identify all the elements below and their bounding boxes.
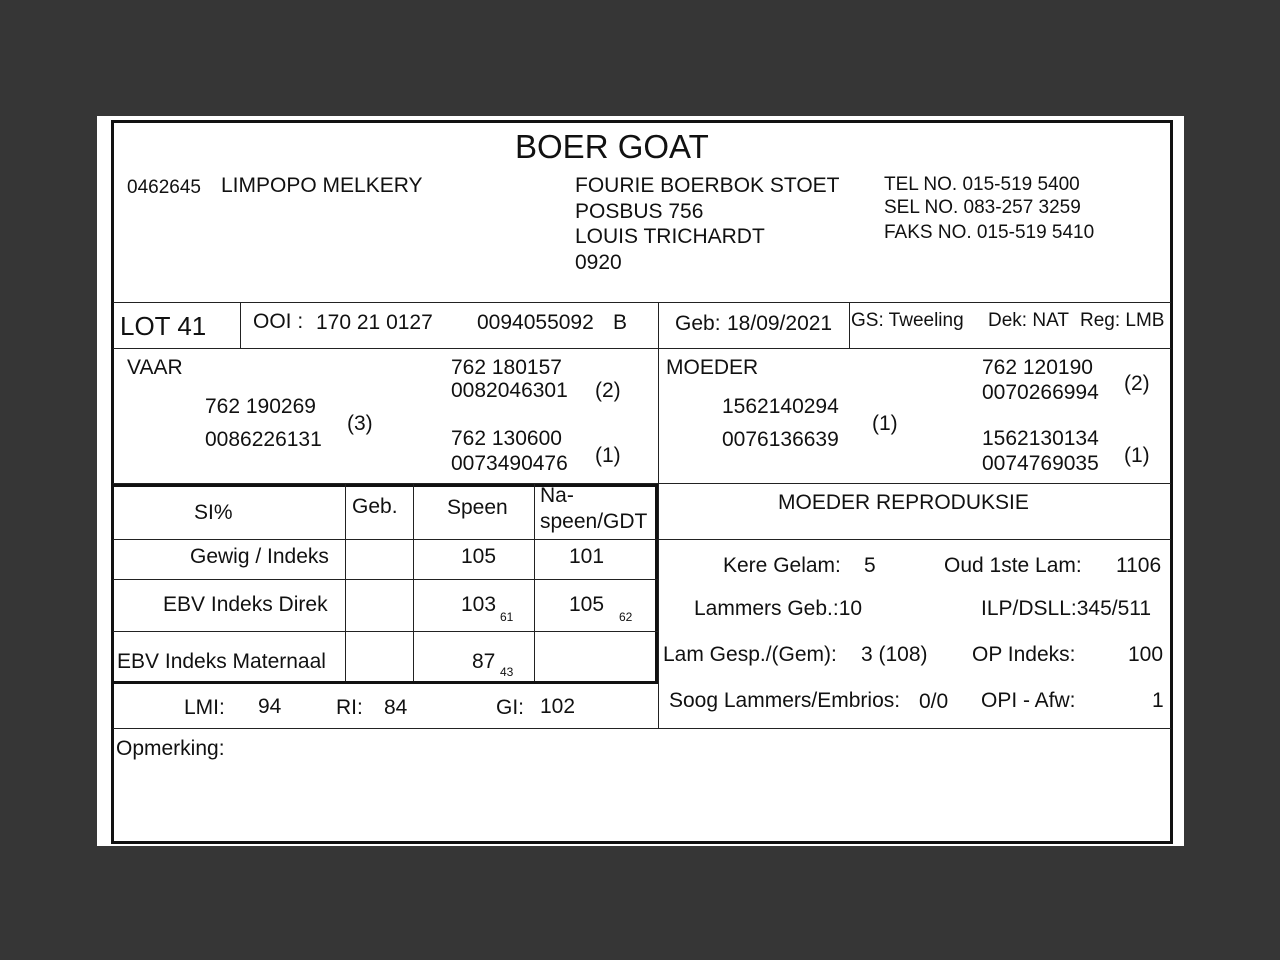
lmi-value: 94	[258, 695, 282, 718]
si-col3-line	[534, 484, 535, 681]
dam-sire-id: 762 120190	[982, 356, 1093, 379]
dam-sire-count: (2)	[1124, 372, 1150, 395]
speen-value: 87	[472, 650, 496, 673]
speen-subscript: 61	[500, 610, 514, 624]
row-label: EBV Indeks Direk	[163, 593, 328, 616]
speen-value: 103	[461, 593, 497, 616]
naspeen-value: 101	[569, 545, 605, 568]
si-row2-line	[113, 631, 658, 632]
seller-name: LIMPOPO MELKERY	[221, 174, 423, 197]
sire-dam-reg: 0073490476	[451, 452, 568, 475]
ooi-label: OOI :	[253, 310, 304, 333]
dam-count: (1)	[872, 412, 898, 435]
sire-label: VAAR	[127, 356, 183, 379]
oud-value: 1106	[1116, 554, 1162, 577]
border-top	[113, 120, 1171, 123]
sire-id: 762 190269	[205, 395, 316, 418]
repro-header-line	[658, 539, 1171, 540]
dek-value: Dek: NAT	[988, 310, 1069, 331]
sire-reg: 0086226131	[205, 428, 322, 451]
remarks-label: Opmerking:	[116, 737, 225, 760]
lmi-label: LMI:	[184, 696, 225, 719]
dam-sire-reg: 0070266994	[982, 381, 1099, 404]
si-header-line	[113, 539, 658, 540]
sire-dam-id: 762 130600	[451, 427, 562, 450]
tel-number: TEL NO. 015-519 5400	[884, 174, 1080, 195]
reg-number: 0094055092	[477, 311, 594, 334]
card-title: BOER GOAT	[515, 128, 709, 165]
sire-sire-id: 762 180157	[451, 356, 562, 379]
soog-value: 0/0	[919, 690, 949, 713]
lammers-geb: Lammers Geb.:10	[694, 597, 863, 620]
index-row-bottom-line	[113, 728, 1171, 729]
si-table-bottom	[113, 681, 658, 684]
si-header: SI%	[194, 501, 233, 524]
oud-label: Oud 1ste Lam:	[944, 554, 1082, 577]
si-row1-line	[113, 579, 658, 580]
repro-left-line	[658, 484, 659, 729]
stud-name: FOURIE BOERBOK STOET	[575, 174, 840, 197]
si-col1-line	[345, 484, 346, 681]
born-label: Geb:	[675, 312, 721, 335]
town: LOUIS TRICHARDT	[575, 225, 765, 248]
speen-value: 105	[461, 545, 497, 568]
row-label: EBV Indeks Maternaal	[117, 650, 326, 673]
seller-number: 0462645	[127, 177, 201, 198]
lam-gesp-value: 3 (108)	[861, 643, 928, 666]
ri-label: RI:	[336, 696, 363, 719]
cell-number: SEL NO. 083-257 3259	[884, 197, 1081, 218]
dam-reg: 0076136639	[722, 428, 839, 451]
dam-dam-reg: 0074769035	[982, 452, 1099, 475]
lot-divider	[240, 302, 241, 348]
repro-title: MOEDER REPRODUKSIE	[778, 491, 1029, 514]
reg-value: Reg: LMB	[1080, 310, 1165, 331]
op-label: OP Indeks:	[972, 643, 1076, 666]
ooi-number: 170 21 0127	[316, 311, 433, 334]
ri-value: 84	[384, 696, 408, 719]
lot-label: LOT 41	[120, 311, 207, 341]
opi-value: 1	[1152, 689, 1164, 712]
naspeen-subscript: 62	[619, 610, 633, 624]
reg-suffix: B	[613, 311, 628, 334]
lam-gesp-label: Lam Gesp./(Gem):	[663, 643, 837, 666]
postbox: POSBUS 756	[575, 200, 704, 223]
dam-label: MOEDER	[666, 356, 759, 379]
gi-value: 102	[540, 695, 576, 718]
dam-dam-id: 1562130134	[982, 427, 1099, 450]
born-date: 18/09/2021	[727, 312, 833, 335]
naspeen-header-2: speen/GDT	[540, 510, 648, 533]
opi-label: OPI - Afw:	[981, 689, 1076, 712]
speen-header: Speen	[447, 496, 508, 519]
border-right	[1170, 120, 1173, 844]
dam-id: 1562140294	[722, 395, 839, 418]
gs-value: GS: Tweeling	[851, 310, 964, 331]
border-left	[111, 120, 114, 844]
geb-header: Geb.	[352, 495, 398, 518]
soog-label: Soog Lammers/Embrios:	[669, 689, 901, 712]
kere-gelam-value: 5	[864, 554, 876, 577]
naspeen-value: 105	[569, 593, 605, 616]
dam-dam-count: (1)	[1124, 444, 1150, 467]
op-value: 100	[1128, 643, 1164, 666]
border-bottom	[111, 841, 1171, 844]
sire-sire-count: (2)	[595, 379, 621, 402]
postcode: 0920	[575, 251, 622, 274]
naspeen-header-1: Na-	[540, 484, 574, 507]
sire-dam-count: (1)	[595, 444, 621, 467]
ilp-dsll: ILP/DSLL:345/511	[981, 597, 1152, 620]
fax-number: FAKS NO. 015-519 5410	[884, 222, 1095, 243]
lot-row-top-line	[113, 302, 1171, 303]
gi-label: GI:	[496, 696, 525, 719]
sire-sire-reg: 0082046301	[451, 379, 568, 402]
middle-divider	[658, 302, 659, 484]
lot-card	[97, 116, 1184, 846]
speen-subscript: 43	[500, 665, 514, 679]
si-table-top	[113, 484, 658, 487]
sire-count: (3)	[347, 412, 373, 435]
si-col2-line	[413, 484, 414, 681]
lot-row-bottom-line	[113, 348, 1171, 349]
born-divider	[849, 302, 850, 348]
row-label: Gewig / Indeks	[190, 545, 329, 568]
kere-gelam-label: Kere Gelam:	[723, 554, 841, 577]
